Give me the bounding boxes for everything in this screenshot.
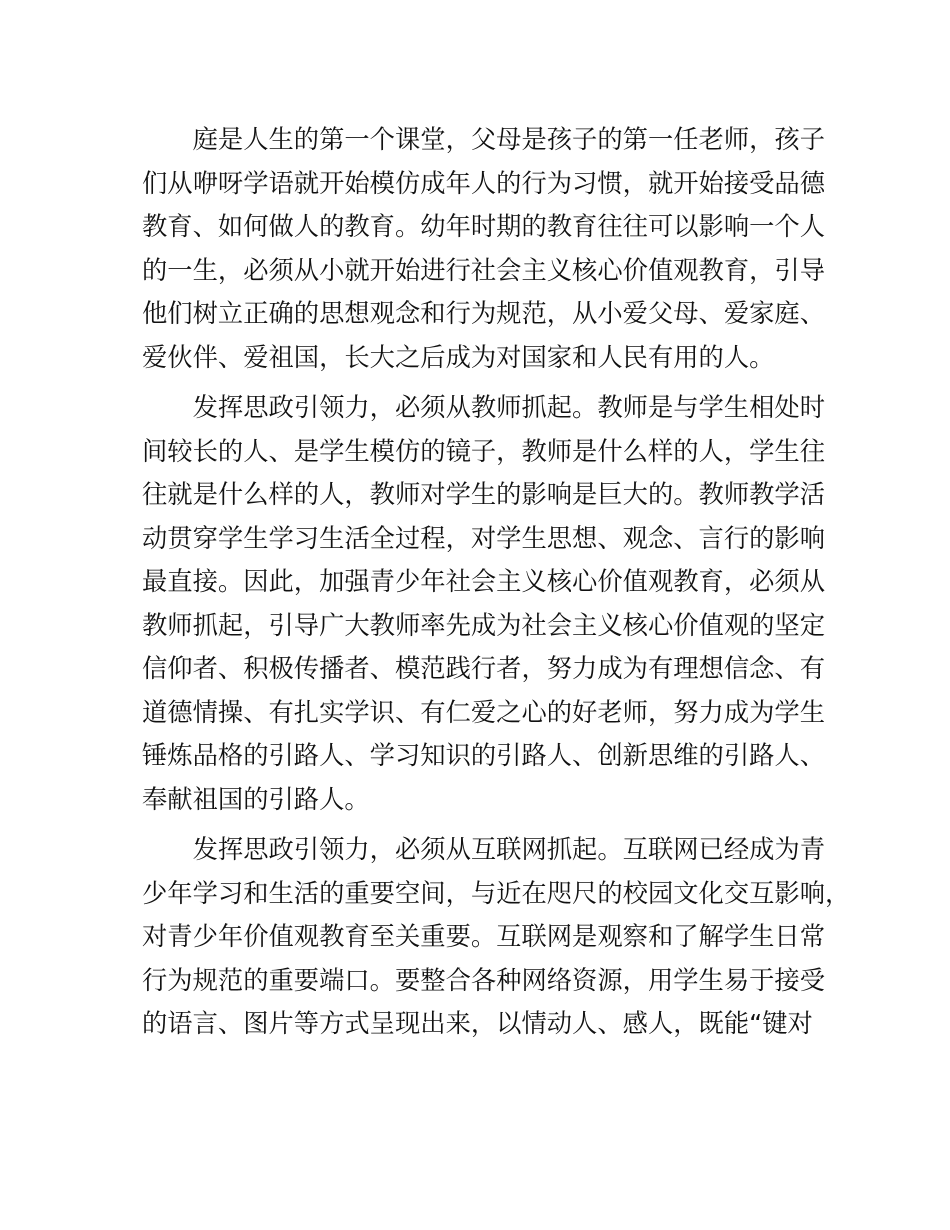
text-line: 庭是人生的第一个课堂，父母是孩子的第一任老师，孩子: [192, 125, 826, 154]
text-line: 教师抓起，引导广大教师率先成为社会主义核心价值观的坚定: [142, 610, 826, 640]
text-line: 奉献祖国的引路人。: [142, 784, 370, 814]
text-line: 少年学习和生活的重要空间，与近在咫尺的校园文化交互影响，: [142, 878, 851, 908]
text-line: 的一生，必须从小就开始进行社会主义核心价值观教育，引导: [142, 255, 826, 285]
document-page: [142, 118, 851, 1053]
text-line: 往就是什么样的人，教师对学生的影响是巨大的。教师教学活: [142, 480, 826, 509]
text-line: 教育、如何做人的教育。幼年时期的教育往往可以影响一个人: [142, 212, 826, 241]
paragraph-family-education: [142, 118, 842, 379]
text-line: 动贯穿学生学习生活全过程，对学生思想、观念、言行的影响: [142, 523, 826, 553]
text-line: 锤炼品格的引路人、学习知识的引路人、创新思维的引路人、: [142, 741, 826, 770]
text-line: 对青少年价值观教育至关重要。互联网是观察和了解学生日常: [142, 922, 826, 951]
paragraph-teachers: [142, 386, 842, 821]
text-line: 的语言、图片等方式呈现出来，以情动人、感人，既能“键对: [142, 1009, 813, 1038]
text-line: 爱伙伴、爱祖国，长大之后成为对国家和人民有用的人。: [142, 342, 775, 372]
text-line: 信仰者、积极传播者、模范践行者，努力成为有理想信念、有: [142, 654, 826, 683]
paragraph-internet: [142, 828, 851, 1046]
text-line: 间较长的人、是学生模仿的镜子，教师是什么样的人，学生往: [142, 436, 826, 466]
text-line: 发挥思政引领力，必须从教师抓起。教师是与学生相处时: [192, 393, 826, 422]
text-line: 最直接。因此，加强青少年社会主义核心价值观教育，必须从: [142, 567, 826, 596]
text-line: 道德情操、有扎实学识、有仁爱之心的好老师，努力成为学生: [142, 697, 826, 727]
text-line: 他们树立正确的思想观念和行为规范，从小爱父母、爱家庭、: [142, 299, 826, 328]
text-line: 们从咿呀学语就开始模仿成年人的行为习惯，就开始接受品德: [142, 168, 826, 198]
text-line: 发挥思政引领力，必须从互联网抓起。互联网已经成为青: [192, 835, 826, 864]
text-line: 行为规范的重要端口。要整合各种网络资源，用学生易于接受: [142, 965, 826, 995]
